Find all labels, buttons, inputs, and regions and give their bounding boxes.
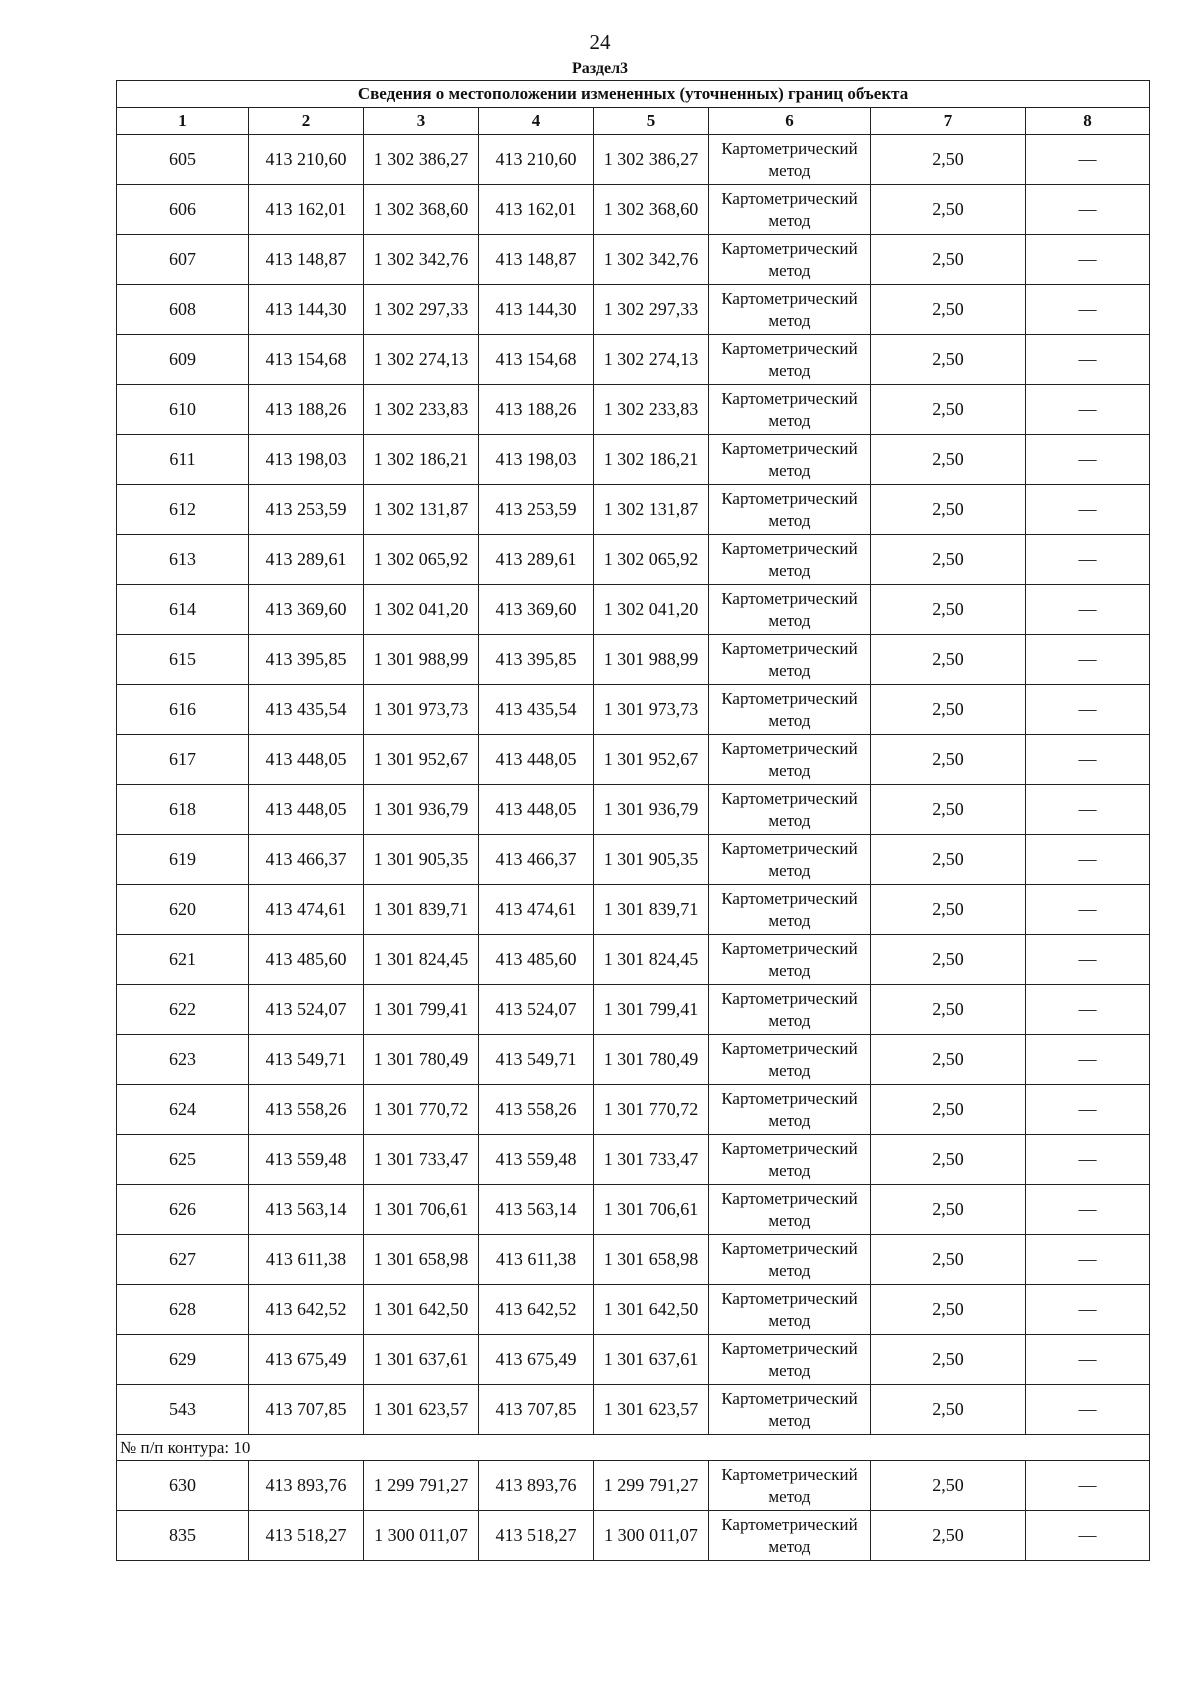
note-cell: — <box>1026 385 1150 435</box>
note-cell: — <box>1026 635 1150 685</box>
method-cell: Картометрический метод <box>709 585 871 635</box>
note-cell: — <box>1026 1385 1150 1435</box>
refined-y-cell: 1 301 658,98 <box>594 1235 709 1285</box>
method-cell: Картометрический метод <box>709 985 871 1035</box>
refined-y-cell: 1 301 706,61 <box>594 1185 709 1235</box>
existing-y-cell: 1 302 368,60 <box>364 185 479 235</box>
point-number-cell: 606 <box>117 185 249 235</box>
point-number-cell: 629 <box>117 1335 249 1385</box>
method-cell: Картометрический метод <box>709 1035 871 1085</box>
accuracy-cell: 2,50 <box>871 485 1026 535</box>
existing-x-cell: 413 162,01 <box>249 185 364 235</box>
note-cell: — <box>1026 435 1150 485</box>
note-cell: — <box>1026 135 1150 185</box>
accuracy-cell: 2,50 <box>871 335 1026 385</box>
note-cell: — <box>1026 1185 1150 1235</box>
point-number-cell: 620 <box>117 885 249 935</box>
existing-x-cell: 413 675,49 <box>249 1335 364 1385</box>
refined-x-cell: 413 198,03 <box>479 435 594 485</box>
existing-x-cell: 413 558,26 <box>249 1085 364 1135</box>
refined-y-cell: 1 299 791,27 <box>594 1461 709 1511</box>
point-number-cell: 625 <box>117 1135 249 1185</box>
note-cell: — <box>1026 335 1150 385</box>
method-cell: Картометрический метод <box>709 1185 871 1235</box>
refined-y-cell: 1 302 342,76 <box>594 235 709 285</box>
refined-y-cell: 1 302 131,87 <box>594 485 709 535</box>
existing-x-cell: 413 559,48 <box>249 1135 364 1185</box>
refined-x-cell: 413 466,37 <box>479 835 594 885</box>
accuracy-cell: 2,50 <box>871 1235 1026 1285</box>
refined-x-cell: 413 369,60 <box>479 585 594 635</box>
note-cell: — <box>1026 1085 1150 1135</box>
note-cell: — <box>1026 1335 1150 1385</box>
boundary-coordinates-table <box>116 80 1150 1561</box>
table-row <box>117 135 1150 185</box>
table-row <box>117 735 1150 785</box>
column-number: 3 <box>364 108 479 135</box>
existing-x-cell: 413 289,61 <box>249 535 364 585</box>
method-cell: Картометрический метод <box>709 685 871 735</box>
refined-y-cell: 1 302 386,27 <box>594 135 709 185</box>
accuracy-cell: 2,50 <box>871 635 1026 685</box>
existing-y-cell: 1 302 186,21 <box>364 435 479 485</box>
accuracy-cell: 2,50 <box>871 235 1026 285</box>
existing-x-cell: 413 707,85 <box>249 1385 364 1435</box>
table-row <box>117 1385 1150 1435</box>
table-body <box>117 135 1150 1561</box>
method-cell: Картометрический метод <box>709 1135 871 1185</box>
existing-x-cell: 413 524,07 <box>249 985 364 1035</box>
point-number-cell: 622 <box>117 985 249 1035</box>
existing-x-cell: 413 188,26 <box>249 385 364 435</box>
note-cell: — <box>1026 1035 1150 1085</box>
table-row <box>117 1035 1150 1085</box>
refined-y-cell: 1 301 936,79 <box>594 785 709 835</box>
existing-y-cell: 1 301 780,49 <box>364 1035 479 1085</box>
accuracy-cell: 2,50 <box>871 585 1026 635</box>
point-number-cell: 621 <box>117 935 249 985</box>
refined-x-cell: 413 210,60 <box>479 135 594 185</box>
refined-x-cell: 413 144,30 <box>479 285 594 335</box>
table-row <box>117 435 1150 485</box>
column-number: 2 <box>249 108 364 135</box>
refined-y-cell: 1 301 952,67 <box>594 735 709 785</box>
existing-x-cell: 413 144,30 <box>249 285 364 335</box>
existing-y-cell: 1 302 274,13 <box>364 335 479 385</box>
point-number-cell: 626 <box>117 1185 249 1235</box>
refined-y-cell: 1 302 065,92 <box>594 535 709 585</box>
refined-x-cell: 413 395,85 <box>479 635 594 685</box>
note-cell: — <box>1026 1511 1150 1561</box>
accuracy-cell: 2,50 <box>871 1335 1026 1385</box>
point-number-cell: 619 <box>117 835 249 885</box>
column-number: 1 <box>117 108 249 135</box>
contour-label: № п/п контура: 10 <box>117 1435 1150 1461</box>
refined-y-cell: 1 302 041,20 <box>594 585 709 635</box>
refined-y-cell: 1 301 623,57 <box>594 1385 709 1435</box>
table-row <box>117 885 1150 935</box>
refined-x-cell: 413 558,26 <box>479 1085 594 1135</box>
refined-x-cell: 413 448,05 <box>479 785 594 835</box>
existing-x-cell: 413 485,60 <box>249 935 364 985</box>
table-row <box>117 1085 1150 1135</box>
refined-x-cell: 413 162,01 <box>479 185 594 235</box>
method-cell: Картометрический метод <box>709 1385 871 1435</box>
existing-x-cell: 413 518,27 <box>249 1511 364 1561</box>
table-row <box>117 1461 1150 1511</box>
point-number-cell: 616 <box>117 685 249 735</box>
column-number: 5 <box>594 108 709 135</box>
existing-x-cell: 413 448,05 <box>249 785 364 835</box>
refined-x-cell: 413 524,07 <box>479 985 594 1035</box>
existing-y-cell: 1 301 824,45 <box>364 935 479 985</box>
table-row <box>117 685 1150 735</box>
accuracy-cell: 2,50 <box>871 1285 1026 1335</box>
refined-y-cell: 1 301 839,71 <box>594 885 709 935</box>
table-row <box>117 485 1150 535</box>
point-number-cell: 618 <box>117 785 249 835</box>
note-cell: — <box>1026 985 1150 1035</box>
refined-y-cell: 1 301 770,72 <box>594 1085 709 1135</box>
existing-y-cell: 1 301 658,98 <box>364 1235 479 1285</box>
existing-y-cell: 1 301 905,35 <box>364 835 479 885</box>
method-cell: Картометрический метод <box>709 385 871 435</box>
table-row <box>117 1335 1150 1385</box>
accuracy-cell: 2,50 <box>871 885 1026 935</box>
column-number: 7 <box>871 108 1026 135</box>
refined-y-cell: 1 301 905,35 <box>594 835 709 885</box>
column-number-row <box>117 108 1150 135</box>
column-number: 4 <box>479 108 594 135</box>
existing-x-cell: 413 395,85 <box>249 635 364 685</box>
point-number-cell: 608 <box>117 285 249 335</box>
table-row <box>117 335 1150 385</box>
refined-y-cell: 1 300 011,07 <box>594 1511 709 1561</box>
refined-x-cell: 413 707,85 <box>479 1385 594 1435</box>
existing-x-cell: 413 435,54 <box>249 685 364 735</box>
existing-y-cell: 1 302 233,83 <box>364 385 479 435</box>
existing-y-cell: 1 302 386,27 <box>364 135 479 185</box>
refined-x-cell: 413 563,14 <box>479 1185 594 1235</box>
column-number: 6 <box>709 108 871 135</box>
existing-y-cell: 1 301 952,67 <box>364 735 479 785</box>
refined-x-cell: 413 188,26 <box>479 385 594 435</box>
note-cell: — <box>1026 885 1150 935</box>
table-row <box>117 835 1150 885</box>
accuracy-cell: 2,50 <box>871 1385 1026 1435</box>
accuracy-cell: 2,50 <box>871 135 1026 185</box>
point-number-cell: 543 <box>117 1385 249 1435</box>
method-cell: Картометрический метод <box>709 485 871 535</box>
existing-y-cell: 1 301 733,47 <box>364 1135 479 1185</box>
table-row <box>117 535 1150 585</box>
existing-y-cell: 1 301 799,41 <box>364 985 479 1035</box>
method-cell: Картометрический метод <box>709 885 871 935</box>
existing-x-cell: 413 549,71 <box>249 1035 364 1085</box>
accuracy-cell: 2,50 <box>871 385 1026 435</box>
existing-y-cell: 1 302 131,87 <box>364 485 479 535</box>
point-number-cell: 614 <box>117 585 249 635</box>
existing-y-cell: 1 301 988,99 <box>364 635 479 685</box>
accuracy-cell: 2,50 <box>871 985 1026 1035</box>
existing-y-cell: 1 301 642,50 <box>364 1285 479 1335</box>
note-cell: — <box>1026 585 1150 635</box>
method-cell: Картометрический метод <box>709 285 871 335</box>
table-row <box>117 385 1150 435</box>
note-cell: — <box>1026 735 1150 785</box>
refined-y-cell: 1 301 973,73 <box>594 685 709 735</box>
refined-y-cell: 1 301 733,47 <box>594 1135 709 1185</box>
method-cell: Картометрический метод <box>709 835 871 885</box>
existing-y-cell: 1 301 973,73 <box>364 685 479 735</box>
note-cell: — <box>1026 785 1150 835</box>
point-number-cell: 612 <box>117 485 249 535</box>
note-cell: — <box>1026 285 1150 335</box>
method-cell: Картометрический метод <box>709 1235 871 1285</box>
page-number: 24 <box>589 30 611 54</box>
existing-x-cell: 413 563,14 <box>249 1185 364 1235</box>
method-cell: Картометрический метод <box>709 735 871 785</box>
accuracy-cell: 2,50 <box>871 1461 1026 1511</box>
accuracy-cell: 2,50 <box>871 735 1026 785</box>
existing-x-cell: 413 474,61 <box>249 885 364 935</box>
method-cell: Картометрический метод <box>709 1285 871 1335</box>
accuracy-cell: 2,50 <box>871 285 1026 335</box>
note-cell: — <box>1026 535 1150 585</box>
refined-x-cell: 413 549,71 <box>479 1035 594 1085</box>
table-row <box>117 185 1150 235</box>
accuracy-cell: 2,50 <box>871 185 1026 235</box>
refined-x-cell: 413 675,49 <box>479 1335 594 1385</box>
refined-x-cell: 413 642,52 <box>479 1285 594 1335</box>
point-number-cell: 624 <box>117 1085 249 1135</box>
refined-y-cell: 1 301 799,41 <box>594 985 709 1035</box>
accuracy-cell: 2,50 <box>871 1035 1026 1085</box>
point-number-cell: 607 <box>117 235 249 285</box>
existing-y-cell: 1 302 041,20 <box>364 585 479 635</box>
method-cell: Картометрический метод <box>709 535 871 585</box>
existing-x-cell: 413 369,60 <box>249 585 364 635</box>
note-cell: — <box>1026 185 1150 235</box>
method-cell: Картометрический метод <box>709 635 871 685</box>
table-row <box>117 1185 1150 1235</box>
existing-x-cell: 413 198,03 <box>249 435 364 485</box>
point-number-cell: 610 <box>117 385 249 435</box>
existing-x-cell: 413 210,60 <box>249 135 364 185</box>
existing-y-cell: 1 302 065,92 <box>364 535 479 585</box>
note-cell: — <box>1026 235 1150 285</box>
table-row <box>117 985 1150 1035</box>
section-title: Раздел3 <box>571 60 629 77</box>
existing-x-cell: 413 253,59 <box>249 485 364 535</box>
point-number-cell: 611 <box>117 435 249 485</box>
point-number-cell: 627 <box>117 1235 249 1285</box>
refined-y-cell: 1 302 274,13 <box>594 335 709 385</box>
method-cell: Картометрический метод <box>709 1335 871 1385</box>
note-cell: — <box>1026 935 1150 985</box>
existing-x-cell: 413 642,52 <box>249 1285 364 1335</box>
table-row <box>117 285 1150 335</box>
table-row <box>117 1511 1150 1561</box>
point-number-cell: 628 <box>117 1285 249 1335</box>
existing-y-cell: 1 301 839,71 <box>364 885 479 935</box>
existing-x-cell: 413 611,38 <box>249 1235 364 1285</box>
existing-y-cell: 1 299 791,27 <box>364 1461 479 1511</box>
refined-y-cell: 1 302 233,83 <box>594 385 709 435</box>
method-cell: Картометрический метод <box>709 435 871 485</box>
method-cell: Картометрический метод <box>709 935 871 985</box>
existing-y-cell: 1 301 623,57 <box>364 1385 479 1435</box>
existing-x-cell: 413 466,37 <box>249 835 364 885</box>
accuracy-cell: 2,50 <box>871 685 1026 735</box>
existing-y-cell: 1 301 770,72 <box>364 1085 479 1135</box>
existing-y-cell: 1 301 637,61 <box>364 1335 479 1385</box>
existing-y-cell: 1 301 706,61 <box>364 1185 479 1235</box>
note-cell: — <box>1026 1135 1150 1185</box>
table-row <box>117 935 1150 985</box>
existing-y-cell: 1 302 342,76 <box>364 235 479 285</box>
point-number-cell: 609 <box>117 335 249 385</box>
refined-x-cell: 413 253,59 <box>479 485 594 535</box>
table-row <box>117 1135 1150 1185</box>
refined-x-cell: 413 559,48 <box>479 1135 594 1185</box>
existing-y-cell: 1 300 011,07 <box>364 1511 479 1561</box>
table-row <box>117 1285 1150 1335</box>
method-cell: Картометрический метод <box>709 1461 871 1511</box>
refined-x-cell: 413 154,68 <box>479 335 594 385</box>
method-cell: Картометрический метод <box>709 1511 871 1561</box>
point-number-cell: 835 <box>117 1511 249 1561</box>
point-number-cell: 630 <box>117 1461 249 1511</box>
note-cell: — <box>1026 835 1150 885</box>
refined-y-cell: 1 301 642,50 <box>594 1285 709 1335</box>
table-row <box>117 635 1150 685</box>
accuracy-cell: 2,50 <box>871 935 1026 985</box>
refined-x-cell: 413 435,54 <box>479 685 594 735</box>
accuracy-cell: 2,50 <box>871 1135 1026 1185</box>
note-cell: — <box>1026 685 1150 735</box>
existing-x-cell: 413 148,87 <box>249 235 364 285</box>
method-cell: Картометрический метод <box>709 785 871 835</box>
refined-y-cell: 1 301 824,45 <box>594 935 709 985</box>
accuracy-cell: 2,50 <box>871 1511 1026 1561</box>
contour-row <box>117 1435 1150 1461</box>
refined-y-cell: 1 302 186,21 <box>594 435 709 485</box>
refined-y-cell: 1 302 297,33 <box>594 285 709 335</box>
refined-y-cell: 1 302 368,60 <box>594 185 709 235</box>
note-cell: — <box>1026 1235 1150 1285</box>
existing-y-cell: 1 301 936,79 <box>364 785 479 835</box>
method-cell: Картометрический метод <box>709 335 871 385</box>
refined-x-cell: 413 474,61 <box>479 885 594 935</box>
note-cell: — <box>1026 1285 1150 1335</box>
refined-x-cell: 413 448,05 <box>479 735 594 785</box>
refined-x-cell: 413 893,76 <box>479 1461 594 1511</box>
refined-x-cell: 413 518,27 <box>479 1511 594 1561</box>
accuracy-cell: 2,50 <box>871 1085 1026 1135</box>
existing-x-cell: 413 154,68 <box>249 335 364 385</box>
method-cell: Картометрический метод <box>709 185 871 235</box>
accuracy-cell: 2,50 <box>871 435 1026 485</box>
refined-x-cell: 413 289,61 <box>479 535 594 585</box>
table-row <box>117 785 1150 835</box>
point-number-cell: 613 <box>117 535 249 585</box>
accuracy-cell: 2,50 <box>871 785 1026 835</box>
table-row <box>117 585 1150 635</box>
existing-y-cell: 1 302 297,33 <box>364 285 479 335</box>
table-row <box>117 235 1150 285</box>
point-number-cell: 605 <box>117 135 249 185</box>
refined-x-cell: 413 485,60 <box>479 935 594 985</box>
table-row <box>117 1235 1150 1285</box>
accuracy-cell: 2,50 <box>871 835 1026 885</box>
refined-x-cell: 413 148,87 <box>479 235 594 285</box>
accuracy-cell: 2,50 <box>871 535 1026 585</box>
accuracy-cell: 2,50 <box>871 1185 1026 1235</box>
point-number-cell: 617 <box>117 735 249 785</box>
note-cell: — <box>1026 485 1150 535</box>
method-cell: Картометрический метод <box>709 1085 871 1135</box>
column-number: 8 <box>1026 108 1150 135</box>
existing-x-cell: 413 893,76 <box>249 1461 364 1511</box>
method-cell: Картометрический метод <box>709 235 871 285</box>
refined-y-cell: 1 301 637,61 <box>594 1335 709 1385</box>
note-cell: — <box>1026 1461 1150 1511</box>
existing-x-cell: 413 448,05 <box>249 735 364 785</box>
point-number-cell: 623 <box>117 1035 249 1085</box>
refined-y-cell: 1 301 988,99 <box>594 635 709 685</box>
refined-x-cell: 413 611,38 <box>479 1235 594 1285</box>
point-number-cell: 615 <box>117 635 249 685</box>
refined-y-cell: 1 301 780,49 <box>594 1035 709 1085</box>
method-cell: Картометрический метод <box>709 135 871 185</box>
table-caption: Сведения о местоположении измененных (уточненных) границ объекта <box>117 81 1150 108</box>
